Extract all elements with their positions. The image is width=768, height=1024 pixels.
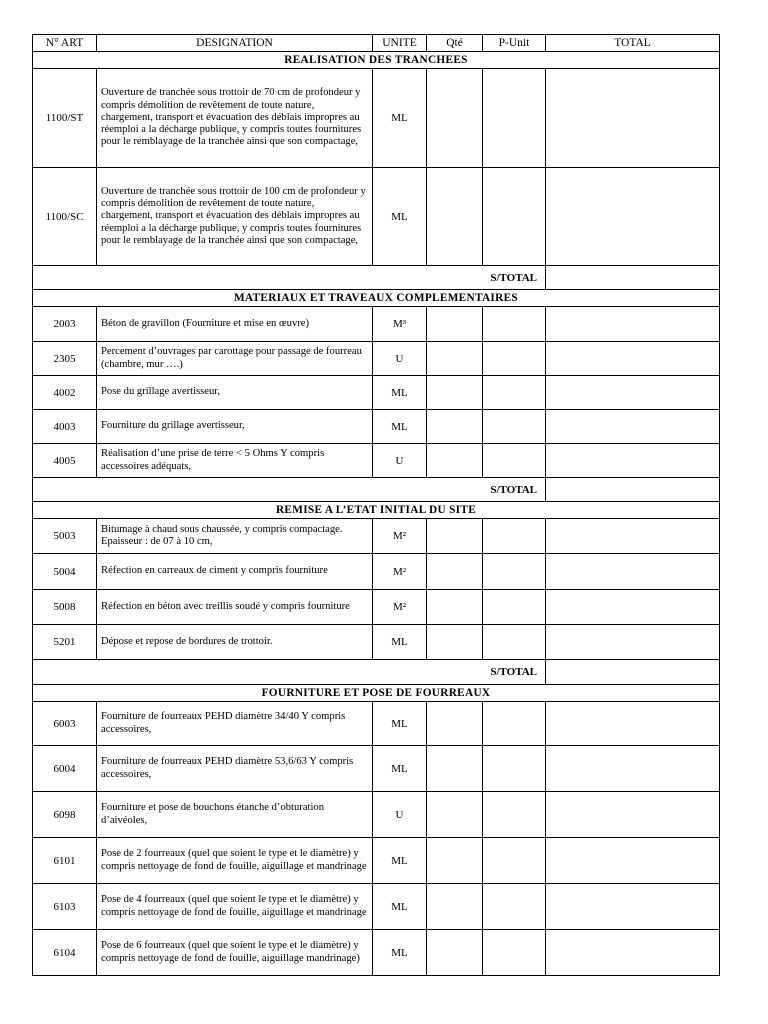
table-row <box>33 702 720 746</box>
art-cell: 2003 <box>33 307 97 342</box>
punit-cell <box>483 554 546 590</box>
header-unite: UNITE <box>373 35 427 52</box>
table-row <box>33 69 720 168</box>
section-title: MATERIAUX ET TRAVEAUX COMPLEMENTAIRES <box>33 290 720 307</box>
subtotal-label: S/TOTAL <box>33 266 546 290</box>
subtotal-label: S/TOTAL <box>33 478 546 502</box>
total-cell <box>546 307 720 342</box>
unit-cell: M² <box>373 519 427 554</box>
punit-cell <box>483 590 546 625</box>
punit-cell <box>483 884 546 930</box>
punit-cell <box>483 69 546 168</box>
designation-cell: Réfection en carreaux de ciment y compris fourniture <box>97 554 373 590</box>
punit-cell <box>483 838 546 884</box>
table-row <box>33 554 720 590</box>
unit-cell: M² <box>373 590 427 625</box>
qte-cell <box>427 410 483 444</box>
punit-cell <box>483 168 546 266</box>
designation-cell: Fourniture du grillage avertisseur, <box>97 410 373 444</box>
total-cell <box>546 444 720 478</box>
punit-cell <box>483 444 546 478</box>
table-row <box>33 930 720 976</box>
designation-cell: Fourniture de fourreaux PEHD diamètre 53,6/63 Y compris accessoires, <box>97 746 373 792</box>
designation-cell: Béton de gravillon (Fourniture et mise en œuvre) <box>97 307 373 342</box>
art-cell: 6101 <box>33 838 97 884</box>
table-row <box>33 625 720 660</box>
art-cell: 6104 <box>33 930 97 976</box>
art-cell: 4002 <box>33 376 97 410</box>
total-cell <box>546 702 720 746</box>
qte-cell <box>427 838 483 884</box>
punit-cell <box>483 625 546 660</box>
total-cell <box>546 554 720 590</box>
qte-cell <box>427 884 483 930</box>
total-cell <box>546 519 720 554</box>
art-cell: 5008 <box>33 590 97 625</box>
header-punit: P-Unit <box>483 35 546 52</box>
section-heading <box>33 290 720 307</box>
section-title: FOURNITURE ET POSE DE FOURREAUX <box>33 685 720 702</box>
punit-cell <box>483 376 546 410</box>
total-cell <box>546 69 720 168</box>
designation-cell: Pose de 4 fourreaux (quel que soient le type et le diamètre) y compris nettoyage de fond de fouille, aiguillage et mandrinage <box>97 884 373 930</box>
subtotal-value <box>546 478 720 502</box>
qte-cell <box>427 168 483 266</box>
qte-cell <box>427 519 483 554</box>
subtotal-value <box>546 660 720 685</box>
art-cell: 6103 <box>33 884 97 930</box>
qte-cell <box>427 625 483 660</box>
designation-cell: Pose de 2 fourreaux (quel que soient le type et le diamètre) y compris nettoyage de fond de fouille, aiguillage et mandrinage <box>97 838 373 884</box>
section-title: REALISATION DES TRANCHEES <box>33 52 720 69</box>
total-cell <box>546 930 720 976</box>
total-cell <box>546 838 720 884</box>
table-row <box>33 168 720 266</box>
punit-cell <box>483 410 546 444</box>
table-row <box>33 590 720 625</box>
designation-cell: Réfection en béton avec treillis soudé y compris fourniture <box>97 590 373 625</box>
designation-cell: Pose du grillage avertisseur, <box>97 376 373 410</box>
total-cell <box>546 342 720 376</box>
art-cell: 5201 <box>33 625 97 660</box>
table-row <box>33 519 720 554</box>
table-row <box>33 342 720 376</box>
unit-cell: ML <box>373 702 427 746</box>
header-art: N° ART <box>33 35 97 52</box>
qte-cell <box>427 746 483 792</box>
total-cell <box>546 625 720 660</box>
subtotal-row <box>33 478 720 502</box>
designation-cell: Percement d’ouvrages par carottage pour passage de fourreau (chambre, mur ….) <box>97 342 373 376</box>
total-cell <box>546 590 720 625</box>
table-row <box>33 444 720 478</box>
table-row <box>33 307 720 342</box>
punit-cell <box>483 930 546 976</box>
qte-cell <box>427 342 483 376</box>
unit-cell: ML <box>373 838 427 884</box>
subtotal-label: S/TOTAL <box>33 660 546 685</box>
unit-cell: ML <box>373 930 427 976</box>
qte-cell <box>427 554 483 590</box>
section-title: REMISE A L’ETAT INITIAL DU SITE <box>33 502 720 519</box>
art-cell: 2305 <box>33 342 97 376</box>
price-schedule-table <box>32 34 720 976</box>
header-total: TOTAL <box>546 35 720 52</box>
subtotal-row <box>33 266 720 290</box>
total-cell <box>546 376 720 410</box>
designation-cell: Bitumage à chaud sous chaussée, y compris compactage. Epaisseur : de 07 à 10 cm, <box>97 519 373 554</box>
unit-cell: ML <box>373 410 427 444</box>
punit-cell <box>483 746 546 792</box>
art-cell: 6003 <box>33 702 97 746</box>
art-cell: 1100/ST <box>33 69 97 168</box>
header-qte: Qté <box>427 35 483 52</box>
subtotal-value <box>546 266 720 290</box>
table-row <box>33 884 720 930</box>
punit-cell <box>483 519 546 554</box>
unit-cell: ML <box>373 168 427 266</box>
table-row <box>33 792 720 838</box>
total-cell <box>546 168 720 266</box>
unit-cell: U <box>373 444 427 478</box>
table-row <box>33 838 720 884</box>
qte-cell <box>427 444 483 478</box>
punit-cell <box>483 792 546 838</box>
section-heading <box>33 685 720 702</box>
art-cell: 1100/SC <box>33 168 97 266</box>
qte-cell <box>427 69 483 168</box>
header-designation: DESIGNATION <box>97 35 373 52</box>
designation-cell: Ouverture de tranchée sous trottoir de 70 cm de profondeur y compris démolition de revêtement de toute nature, chargement, transport et évacuation des déblais impropres au réemploi a la décharge publique, y compris toutes fournitures pour le remblayage de la tranchée ainsi que son compactage, <box>97 69 373 168</box>
total-cell <box>546 410 720 444</box>
punit-cell <box>483 342 546 376</box>
art-cell: 6004 <box>33 746 97 792</box>
unit-cell: M² <box>373 554 427 590</box>
unit-cell: ML <box>373 69 427 168</box>
unit-cell: U <box>373 792 427 838</box>
unit-cell: ML <box>373 746 427 792</box>
qte-cell <box>427 590 483 625</box>
unit-cell: ML <box>373 376 427 410</box>
unit-cell: M³ <box>373 307 427 342</box>
punit-cell <box>483 307 546 342</box>
qte-cell <box>427 792 483 838</box>
table-header-row <box>33 35 720 52</box>
art-cell: 4003 <box>33 410 97 444</box>
art-cell: 5004 <box>33 554 97 590</box>
qte-cell <box>427 702 483 746</box>
art-cell: 5003 <box>33 519 97 554</box>
unit-cell: ML <box>373 625 427 660</box>
unit-cell: U <box>373 342 427 376</box>
designation-cell: Fourniture de fourreaux PEHD diamètre 34/40 Y compris accessoires, <box>97 702 373 746</box>
designation-cell: Dépose et repose de bordures de trottoir. <box>97 625 373 660</box>
designation-cell: Pose de 6 fourreaux (quel que soient le type et le diamètre) y compris nettoyage de fond de fouille, aiguillage mandrinage) <box>97 930 373 976</box>
designation-cell: Ouverture de tranchée sous trottoir de 100 cm de profondeur y compris démolition de revêtement de toute nature, chargement, transport et évacuation des déblais impropres au réemploi a la décharge publique, y compris toutes fournitures pour le remblayage de la tranchée ainsi que son compactage, <box>97 168 373 266</box>
subtotal-row <box>33 660 720 685</box>
art-cell: 6098 <box>33 792 97 838</box>
designation-cell: Fourniture et pose de bouchons étanche d’obturation d’aivéoles, <box>97 792 373 838</box>
art-cell: 4005 <box>33 444 97 478</box>
qte-cell <box>427 376 483 410</box>
punit-cell <box>483 702 546 746</box>
total-cell <box>546 746 720 792</box>
designation-cell: Réalisation d’une prise de terre < 5 Ohms Y compris accessoires adéquats, <box>97 444 373 478</box>
qte-cell <box>427 930 483 976</box>
unit-cell: ML <box>373 884 427 930</box>
section-heading <box>33 52 720 69</box>
total-cell <box>546 884 720 930</box>
section-heading <box>33 502 720 519</box>
total-cell <box>546 792 720 838</box>
qte-cell <box>427 307 483 342</box>
table-row <box>33 410 720 444</box>
table-row <box>33 376 720 410</box>
table-row <box>33 746 720 792</box>
